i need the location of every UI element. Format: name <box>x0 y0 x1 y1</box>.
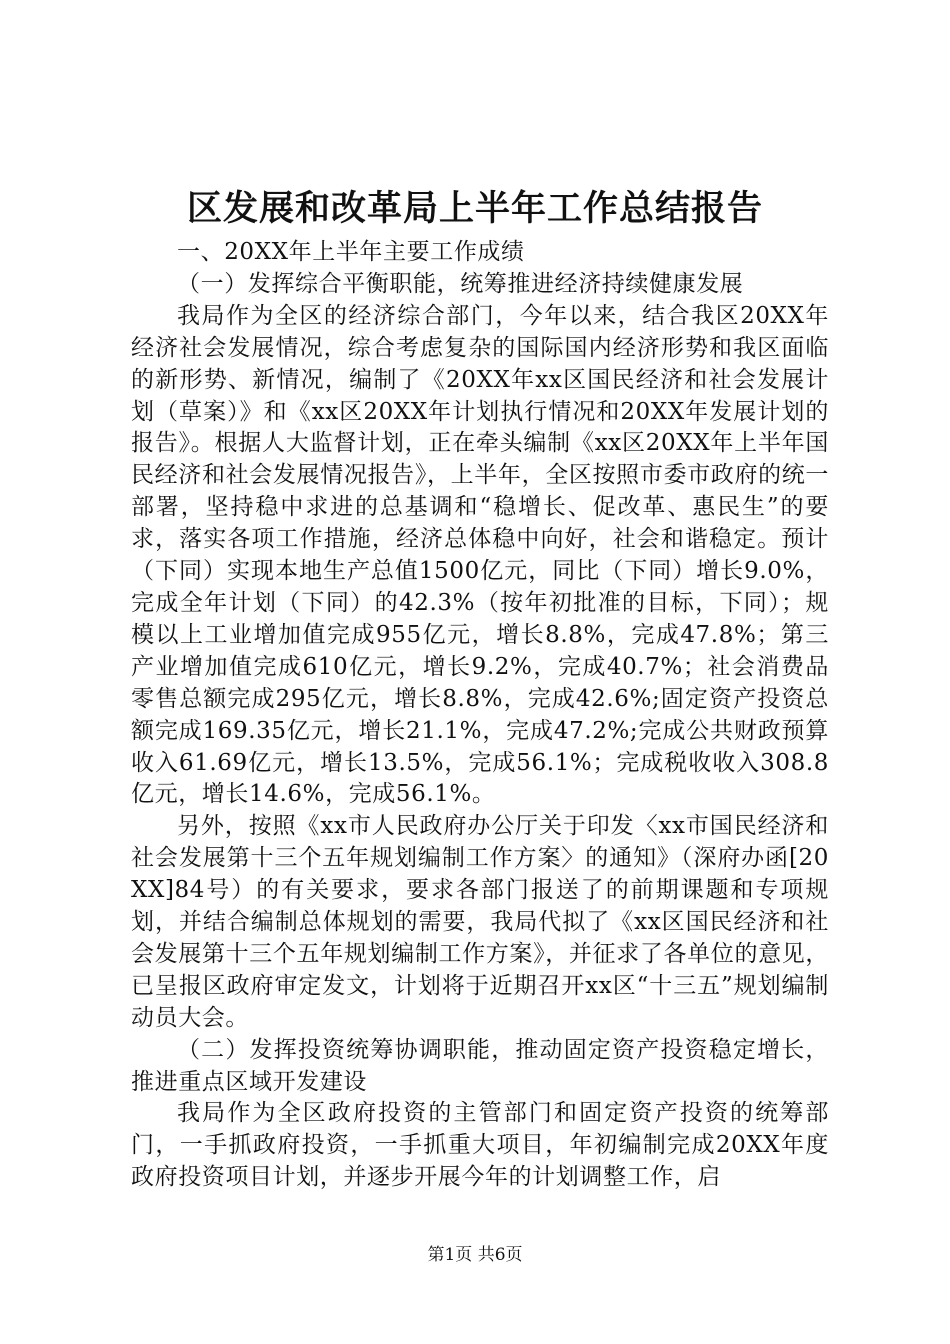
subsection-heading: （二）发挥投资统筹协调职能，推动固定资产投资稳定增长，推进重点区域开发建设 <box>131 1036 829 1095</box>
body-paragraph: 另外，按照《xx市人民政府办公厅关于印发〈xx市国民经济和社会发展第十三个五年规划编制工作方案〉的通知》（深府办函[20XX]84号）的有关要求，要求各部门报送了的前期课题和专项规划，并结合编制总体规划的需要，我局代拟了《xx区国民经济和社会发展第十三个五年规划编制工作方案》，并征求了各单位的意见，已呈报区政府审定发文，计划将于近期召开xx区“十三五”规划编制动员大会。 <box>131 813 829 1031</box>
subsection-heading: （一）发挥综合平衡职能，统筹推进经济持续健康发展 <box>177 270 744 297</box>
document-body <box>131 237 829 1194</box>
page-number-footer: 第1页 共6页 <box>427 1245 523 1265</box>
section-heading: 一、20XX年上半年主要工作成绩 <box>177 239 525 265</box>
body-paragraph: 我局作为全区的经济综合部门，今年以来，结合我区20XX年经济社会发展情况，综合考虑复杂的国际国内经济形势和我区面临的新形势、新情况，编制了《20XX年xx区国民经济和社会发展计划（草案）》和《xx区20XX年计划执行情况和20XX年发展计划的报告》。根据人大监督计划，正在牵头编制《xx区20XX年上半年国民经济和社会发展情况报告》，上半年，全区按照市委市政府的统一部署，坚持稳中求进的总基调和“稳增长、促改革、惠民生”的要求，落实各项工作措施，经济总体稳中向好，社会和谐稳定。预计（下同）实现本地生产总值1500亿元，同比（下同）增长9.0%，完成全年计划（下同）的42.3%（按年初批准的目标，下同）；规模以上工业增加值完成955亿元，增长8.8%，完成47.8%；第三产业增加值完成610亿元，增长9.2%，完成40.7%；社会消费品零售总额完成295亿元，增长8.8%，完成42.6%;固定资产投资总额完成169.35亿元，增长21.1%，完成47.2%;完成公共财政预算收入61.69亿元，增长13.5%，完成56.1%；完成税收收入308.8亿元，增长14.6%，完成56.1%。 <box>131 302 829 808</box>
document-title: 区发展和改革局上半年工作总结报告 <box>186 188 763 229</box>
body-paragraph: 我局作为全区政府投资的主管部门和固定资产投资的统筹部门，一手抓政府投资，一手抓重大项目，年初编制完成20XX年度政府投资项目计划，并逐步开展今年的计划调整工作，启 <box>131 1100 829 1191</box>
